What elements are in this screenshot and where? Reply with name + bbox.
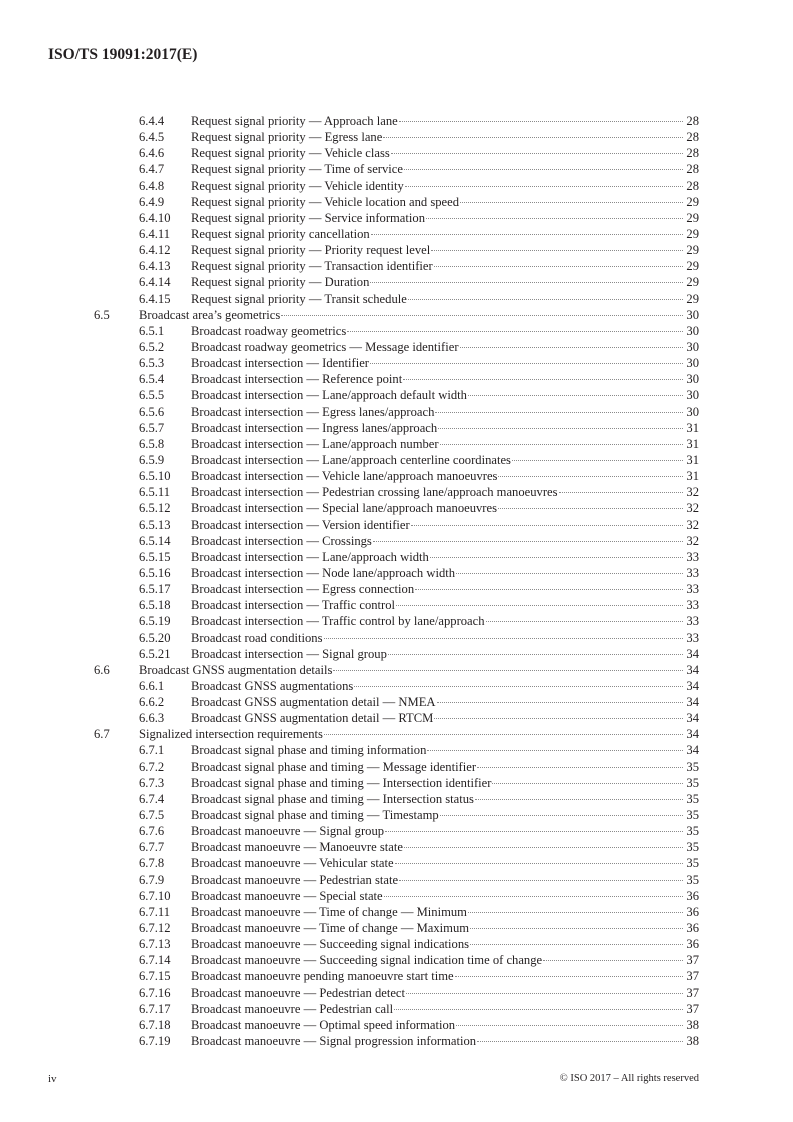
- toc-subsection-entry[interactable]: [94, 355, 699, 371]
- toc-subsection-entry[interactable]: [94, 533, 699, 549]
- toc-entry-page: 37: [686, 969, 699, 984]
- toc-entry-title: Request signal priority — Vehicle location and speed: [191, 194, 460, 209]
- dot-leader: [468, 912, 683, 913]
- dot-leader: [406, 993, 683, 994]
- toc-subsection-entry[interactable]: [94, 791, 699, 807]
- toc-subsection-entry[interactable]: [94, 565, 699, 581]
- toc-entry-title: Broadcast intersection — Egress connection: [191, 582, 415, 597]
- dot-leader: [408, 299, 683, 300]
- toc-entry-page: 37: [686, 985, 699, 1000]
- dot-leader: [427, 750, 683, 751]
- toc-entry-number: 6.5.3: [139, 356, 165, 371]
- toc-entry-number: 6.5.5: [139, 388, 165, 403]
- document-id-header: ISO/TS 19091:2017(E): [48, 46, 198, 63]
- dot-leader: [403, 379, 683, 380]
- toc-entry-number: 6.5: [94, 307, 110, 322]
- toc-entry-title: Broadcast manoeuvre — Special state: [191, 888, 383, 903]
- toc-entry-title: Broadcast intersection — Traffic control by lane/approach: [191, 614, 485, 629]
- toc-entry-number: 6.7.4: [139, 791, 165, 806]
- toc-entry-page: 37: [686, 1001, 699, 1016]
- toc-entry-page: 34: [686, 646, 699, 661]
- dot-leader: [415, 589, 683, 590]
- toc-subsection-entry[interactable]: [94, 226, 699, 242]
- toc-subsection-entry[interactable]: [94, 823, 699, 839]
- dot-leader: [543, 960, 683, 961]
- toc-subsection-entry[interactable]: [94, 872, 699, 888]
- toc-entry-page: 30: [686, 388, 699, 403]
- toc-subsection-entry[interactable]: [94, 904, 699, 920]
- dot-leader: [388, 654, 683, 655]
- toc-entry-number: 6.4.12: [139, 243, 171, 258]
- dot-leader: [370, 363, 683, 364]
- toc-entry-page: 28: [686, 146, 699, 161]
- toc-entry-page: 34: [686, 678, 699, 693]
- toc-entry-page: 31: [686, 420, 699, 435]
- toc-entry-title: Broadcast intersection — Vehicle lane/approach manoeuvres: [191, 469, 498, 484]
- toc-subsection-entry[interactable]: [94, 274, 699, 290]
- toc-entry-number: 6.5.11: [139, 485, 171, 500]
- toc-entry-number: 6.5.12: [139, 501, 171, 516]
- toc-entry-title: Broadcast intersection — Lane/approach width: [191, 549, 429, 564]
- toc-entry-number: 6.6.3: [139, 711, 165, 726]
- toc-subsection-entry[interactable]: [94, 936, 699, 952]
- toc-subsection-entry[interactable]: [94, 436, 699, 452]
- toc-entry-number: 6.5.9: [139, 452, 165, 467]
- toc-entry-title: Broadcast intersection — Traffic control: [191, 598, 396, 613]
- toc-entry-number: 6.7.8: [139, 856, 165, 871]
- toc-entry-page: 35: [686, 872, 699, 887]
- toc-subsection-entry[interactable]: [94, 968, 699, 984]
- toc-subsection-entry[interactable]: [94, 129, 699, 145]
- toc-entry-title: Request signal priority — Egress lane: [191, 130, 383, 145]
- dot-leader: [431, 250, 683, 251]
- toc-entry-number: 6.7.10: [139, 888, 171, 903]
- toc-entry-page: 29: [686, 194, 699, 209]
- toc-subsection-entry[interactable]: [94, 549, 699, 565]
- dot-leader: [394, 1009, 683, 1010]
- dot-leader: [455, 976, 683, 977]
- toc-entry-page: 30: [686, 404, 699, 419]
- toc-entry-page: 28: [686, 130, 699, 145]
- toc-subsection-entry[interactable]: [94, 920, 699, 936]
- toc-entry-number: 6.5.2: [139, 339, 165, 354]
- toc-subsection-entry[interactable]: [94, 839, 699, 855]
- toc-subsection-entry[interactable]: [94, 775, 699, 791]
- toc-entry-page: 30: [686, 372, 699, 387]
- toc-subsection-entry[interactable]: [94, 613, 699, 629]
- toc-subsection-entry[interactable]: [94, 210, 699, 226]
- toc-entry-number: 6.6: [94, 662, 110, 677]
- dot-leader: [385, 831, 683, 832]
- toc-subsection-entry[interactable]: [94, 1033, 699, 1049]
- toc-entry-page: 36: [686, 904, 699, 919]
- toc-subsection-entry[interactable]: [94, 581, 699, 597]
- dot-leader: [324, 734, 683, 735]
- toc-entry-page: 38: [686, 1017, 699, 1032]
- toc-entry-page: 34: [686, 695, 699, 710]
- toc-entry-title: Broadcast intersection — Lane/approach number: [191, 436, 439, 451]
- toc-entry-page: 29: [686, 275, 699, 290]
- toc-subsection-entry[interactable]: [94, 807, 699, 823]
- toc-entry-title: Broadcast GNSS augmentation detail — NMEA: [191, 695, 436, 710]
- toc-subsection-entry[interactable]: [94, 759, 699, 775]
- toc-entry-title: Broadcast manoeuvre — Optimal speed information: [191, 1017, 456, 1032]
- dot-leader: [396, 605, 683, 606]
- toc-entry-number: 6.5.20: [139, 630, 171, 645]
- toc-entry-page: 29: [686, 291, 699, 306]
- toc-entry-number: 6.6.2: [139, 695, 165, 710]
- toc-entry-page: 28: [686, 162, 699, 177]
- toc-entry-title: Broadcast manoeuvre — Pedestrian detect: [191, 985, 406, 1000]
- toc-subsection-entry[interactable]: [94, 291, 699, 307]
- toc-entry-page: 33: [686, 630, 699, 645]
- dot-leader: [435, 412, 683, 413]
- toc-entry-title: Broadcast manoeuvre — Signal group: [191, 824, 385, 839]
- toc-subsection-entry[interactable]: [94, 420, 699, 436]
- toc-entry-page: 34: [686, 662, 699, 677]
- dot-leader: [399, 880, 683, 881]
- toc-entry-number: 6.7.18: [139, 1017, 171, 1032]
- dot-leader: [437, 702, 684, 703]
- dot-leader: [405, 186, 683, 187]
- toc-entry-title: Broadcast manoeuvre — Pedestrian state: [191, 872, 399, 887]
- dot-leader: [333, 670, 683, 671]
- toc-entry-title: Broadcast intersection — Reference point: [191, 372, 403, 387]
- dot-leader: [440, 815, 683, 816]
- toc-entry-page: 32: [686, 517, 699, 532]
- toc-entry-number: 6.4.6: [139, 146, 165, 161]
- toc-entry-number: 6.5.7: [139, 420, 165, 435]
- toc-entry-page: 31: [686, 436, 699, 451]
- toc-entry-page: 35: [686, 840, 699, 855]
- toc-entry-number: 6.5.1: [139, 323, 165, 338]
- toc-entry-page: 28: [686, 178, 699, 193]
- toc-entry-page: 33: [686, 598, 699, 613]
- dot-leader: [434, 266, 683, 267]
- dot-leader: [411, 525, 683, 526]
- toc-subsection-entry[interactable]: [94, 323, 699, 339]
- dot-leader: [470, 944, 683, 945]
- toc-entry-page: 32: [686, 485, 699, 500]
- toc-subsection-entry[interactable]: [94, 855, 699, 871]
- dot-leader: [460, 202, 683, 203]
- toc-entry-page: 34: [686, 727, 699, 742]
- toc-entry-title: Broadcast roadway geometrics — Message identifier: [191, 339, 459, 354]
- toc-entry-number: 6.7.19: [139, 1034, 171, 1049]
- toc-entry-page: 29: [686, 226, 699, 241]
- dot-leader: [456, 1025, 683, 1026]
- toc-entry-page: 30: [686, 356, 699, 371]
- toc-entry-page: 31: [686, 469, 699, 484]
- toc-entry-page: 30: [686, 323, 699, 338]
- toc-entry-page: 36: [686, 937, 699, 952]
- toc-section-entry[interactable]: [94, 307, 699, 323]
- page-number: iv: [48, 1073, 57, 1085]
- toc-entry-page: 35: [686, 759, 699, 774]
- toc-entry-number: 6.4.8: [139, 178, 165, 193]
- toc-entry-page: 33: [686, 565, 699, 580]
- toc-entry-number: 6.5.16: [139, 565, 171, 580]
- toc-entry-number: 6.7.1: [139, 743, 165, 758]
- toc-entry-number: 6.5.17: [139, 582, 171, 597]
- toc-entry-title: Broadcast signal phase and timing information: [191, 743, 427, 758]
- toc-entry-title: Broadcast intersection — Pedestrian crossing lane/approach manoeuvres: [191, 485, 558, 500]
- toc-entry-title: Broadcast road conditions: [191, 630, 323, 645]
- toc-entry-title: Broadcast manoeuvre — Time of change — Minimum: [191, 904, 467, 919]
- toc-subsection-entry[interactable]: [94, 404, 699, 420]
- dot-leader: [498, 508, 683, 509]
- dot-leader: [475, 799, 683, 800]
- toc-subsection-entry[interactable]: [94, 710, 699, 726]
- toc-entry-number: 6.7.17: [139, 1001, 171, 1016]
- toc-entry-title: Broadcast intersection — Signal group: [191, 646, 387, 661]
- toc-entry-title: Broadcast manoeuvre — Pedestrian call: [191, 1001, 394, 1016]
- dot-leader: [354, 686, 683, 687]
- toc-entry-number: 6.7.5: [139, 808, 165, 823]
- toc-entry-title: Broadcast manoeuvre pending manoeuvre start time: [191, 969, 454, 984]
- toc-entry-page: 36: [686, 921, 699, 936]
- toc-entry-page: 34: [686, 711, 699, 726]
- dot-leader: [460, 347, 683, 348]
- toc-entry-page: 35: [686, 824, 699, 839]
- toc-entry-number: 6.7.6: [139, 824, 165, 839]
- toc-entry-title: Request signal priority — Priority request level: [191, 243, 431, 258]
- toc-subsection-entry[interactable]: [94, 985, 699, 1001]
- toc-entry-number: 6.5.21: [139, 646, 171, 661]
- dot-leader: [399, 121, 683, 122]
- dot-leader: [498, 476, 683, 477]
- toc-entry-page: 33: [686, 549, 699, 564]
- dot-leader: [470, 928, 683, 929]
- toc-subsection-entry[interactable]: [94, 517, 699, 533]
- toc-entry-page: 29: [686, 243, 699, 258]
- toc-entry-page: 33: [686, 614, 699, 629]
- toc-subsection-entry[interactable]: [94, 1017, 699, 1033]
- toc-entry-number: 6.7.9: [139, 872, 165, 887]
- toc-entry-number: 6.4.4: [139, 114, 165, 128]
- dot-leader: [486, 621, 683, 622]
- toc-entry-number: 6.5.14: [139, 533, 171, 548]
- toc-entry-number: 6.5.18: [139, 598, 171, 613]
- toc-entry-number: 6.7.14: [139, 953, 171, 968]
- toc-entry-number: 6.4.7: [139, 162, 165, 177]
- toc-entry-number: 6.5.13: [139, 517, 171, 532]
- toc-entry-number: 6.7.7: [139, 840, 165, 855]
- toc-entry-title: Signalized intersection requirements: [139, 727, 323, 742]
- toc-entry-title: Broadcast intersection — Lane/approach centerline coordinates: [191, 452, 511, 467]
- toc-entry-title: Broadcast intersection — Lane/approach default width: [191, 388, 467, 403]
- toc-entry-title: Request signal priority cancellation: [191, 226, 370, 241]
- dot-leader: [281, 315, 683, 316]
- dot-leader: [383, 137, 683, 138]
- toc-subsection-entry[interactable]: [94, 178, 699, 194]
- toc-entry-number: 6.6.1: [139, 678, 165, 693]
- toc-subsection-entry[interactable]: [94, 742, 699, 758]
- dot-leader: [477, 1041, 683, 1042]
- toc-entry-number: 6.4.9: [139, 194, 165, 209]
- toc-subsection-entry[interactable]: [94, 113, 699, 129]
- toc-entry-number: 6.7.11: [139, 904, 171, 919]
- toc-entry-number: 6.4.5: [139, 130, 165, 145]
- toc-entry-page: 30: [686, 339, 699, 354]
- toc-entry-page: 33: [686, 582, 699, 597]
- toc-entry-title: Broadcast area’s geometrics: [139, 307, 281, 322]
- toc-entry-page: 35: [686, 856, 699, 871]
- dot-leader: [347, 331, 683, 332]
- dot-leader: [440, 444, 683, 445]
- dot-leader: [404, 847, 683, 848]
- dot-leader: [395, 863, 683, 864]
- toc-subsection-entry[interactable]: [94, 258, 699, 274]
- dot-leader: [456, 573, 683, 574]
- dot-leader: [477, 767, 683, 768]
- toc-entry-title: Broadcast GNSS augmentations: [191, 678, 354, 693]
- toc-entry-page: 32: [686, 533, 699, 548]
- toc-entry-title: Broadcast intersection — Node lane/approach width: [191, 565, 456, 580]
- table-of-contents: [94, 113, 699, 1049]
- toc-entry-title: Broadcast GNSS augmentation detail — RTCM: [191, 711, 434, 726]
- toc-entry-page: 28: [686, 114, 699, 128]
- toc-subsection-entry[interactable]: [94, 678, 699, 694]
- toc-subsection-entry[interactable]: [94, 484, 699, 500]
- toc-subsection-entry[interactable]: [94, 888, 699, 904]
- toc-entry-title: Broadcast intersection — Egress lanes/approach: [191, 404, 435, 419]
- toc-entry-number: 6.5.15: [139, 549, 171, 564]
- toc-entry-number: 6.4.15: [139, 291, 171, 306]
- dot-leader: [391, 153, 683, 154]
- toc-entry-number: 6.4.14: [139, 275, 171, 290]
- toc-entry-title: Broadcast intersection — Crossings: [191, 533, 372, 548]
- toc-entry-title: Request signal priority — Time of service: [191, 162, 403, 177]
- toc-subsection-entry[interactable]: [94, 468, 699, 484]
- dot-leader: [370, 282, 683, 283]
- toc-entry-page: 32: [686, 501, 699, 516]
- toc-entry-title: Request signal priority — Vehicle identity: [191, 178, 404, 193]
- toc-entry-title: Broadcast manoeuvre — Succeeding signal indications: [191, 937, 470, 952]
- dot-leader: [371, 234, 683, 235]
- toc-entry-page: 35: [686, 791, 699, 806]
- dot-leader: [430, 557, 683, 558]
- toc-entry-number: 6.7.15: [139, 969, 171, 984]
- toc-subsection-entry[interactable]: [94, 242, 699, 258]
- toc-subsection-entry[interactable]: [94, 500, 699, 516]
- dot-leader: [438, 428, 683, 429]
- toc-subsection-entry[interactable]: [94, 145, 699, 161]
- toc-entry-number: 6.4.10: [139, 210, 171, 225]
- toc-entry-title: Broadcast manoeuvre — Vehicular state: [191, 856, 394, 871]
- toc-subsection-entry[interactable]: [94, 194, 699, 210]
- toc-entry-page: 31: [686, 452, 699, 467]
- toc-entry-title: Broadcast manoeuvre — Manoeuvre state: [191, 840, 403, 855]
- toc-entry-title: Request signal priority — Vehicle class: [191, 146, 390, 161]
- toc-entry-title: Broadcast intersection — Special lane/approach manoeuvres: [191, 501, 497, 516]
- toc-entry-page: 30: [686, 307, 699, 322]
- dot-leader: [512, 460, 683, 461]
- toc-entry-title: Broadcast intersection — Version identifier: [191, 517, 410, 532]
- toc-entry-page: 37: [686, 953, 699, 968]
- toc-entry-number: 6.7.2: [139, 759, 165, 774]
- toc-entry-number: 6.7.3: [139, 775, 165, 790]
- toc-entry-title: Broadcast manoeuvre — Succeeding signal indication time of change: [191, 953, 543, 968]
- toc-subsection-entry[interactable]: [94, 371, 699, 387]
- dot-leader: [384, 896, 683, 897]
- toc-entry-number: 6.5.4: [139, 372, 165, 387]
- toc-entry-page: 34: [686, 743, 699, 758]
- toc-subsection-entry[interactable]: [94, 646, 699, 662]
- toc-subsection-entry[interactable]: [94, 694, 699, 710]
- toc-subsection-entry[interactable]: [94, 339, 699, 355]
- toc-subsection-entry[interactable]: [94, 452, 699, 468]
- toc-entry-title: Broadcast intersection — Identifier: [191, 356, 369, 371]
- dot-leader: [468, 395, 683, 396]
- toc-entry-page: 29: [686, 210, 699, 225]
- dot-leader: [559, 492, 684, 493]
- toc-subsection-entry[interactable]: [94, 630, 699, 646]
- toc-subsection-entry[interactable]: [94, 1001, 699, 1017]
- toc-entry-page: 36: [686, 888, 699, 903]
- toc-section-entry[interactable]: [94, 726, 699, 742]
- toc-subsection-entry[interactable]: [94, 387, 699, 403]
- toc-entry-title: Broadcast GNSS augmentation details: [139, 662, 333, 677]
- toc-entry-title: Request signal priority — Service information: [191, 210, 425, 225]
- toc-entry-number: 6.5.8: [139, 436, 165, 451]
- toc-entry-page: 29: [686, 259, 699, 274]
- toc-entry-title: Broadcast signal phase and timing — Intersection status: [191, 791, 474, 806]
- toc-entry-title: Broadcast intersection — Ingress lanes/approach: [191, 420, 438, 435]
- dot-leader: [373, 541, 683, 542]
- toc-entry-title: Request signal priority — Approach lane: [191, 114, 398, 128]
- toc-entry-page: 35: [686, 808, 699, 823]
- toc-entry-number: 6.7: [94, 727, 110, 742]
- toc-entry-number: 6.4.11: [139, 226, 171, 241]
- toc-entry-title: Broadcast manoeuvre — Time of change — Maximum: [191, 921, 470, 936]
- dot-leader: [492, 783, 683, 784]
- toc-entry-number: 6.5.10: [139, 469, 171, 484]
- toc-entry-page: 38: [686, 1034, 699, 1049]
- copyright-notice: © ISO 2017 – All rights reserved: [559, 1073, 699, 1084]
- toc-entry-title: Request signal priority — Transit schedule: [191, 291, 407, 306]
- toc-section-entry[interactable]: [94, 662, 699, 678]
- toc-entry-number: 6.4.13: [139, 259, 171, 274]
- dot-leader: [324, 638, 683, 639]
- toc-entry-title: Broadcast signal phase and timing — Timestamp: [191, 808, 439, 823]
- toc-subsection-entry[interactable]: [94, 952, 699, 968]
- toc-subsection-entry[interactable]: [94, 161, 699, 177]
- toc-entry-title: Request signal priority — Duration: [191, 275, 370, 290]
- toc-entry-number: 6.5.19: [139, 614, 171, 629]
- toc-entry-number: 6.5.6: [139, 404, 165, 419]
- toc-subsection-entry[interactable]: [94, 597, 699, 613]
- toc-entry-number: 6.7.16: [139, 985, 171, 1000]
- toc-entry-title: Broadcast roadway geometrics: [191, 323, 347, 338]
- dot-leader: [404, 169, 683, 170]
- toc-entry-number: 6.7.13: [139, 937, 171, 952]
- dot-leader: [426, 218, 683, 219]
- toc-entry-title: Broadcast signal phase and timing — Intersection identifier: [191, 775, 492, 790]
- toc-entry-title: Broadcast signal phase and timing — Message identifier: [191, 759, 477, 774]
- toc-entry-number: 6.7.12: [139, 921, 171, 936]
- toc-entry-page: 35: [686, 775, 699, 790]
- toc-entry-title: Request signal priority — Transaction identifier: [191, 259, 433, 274]
- toc-entry-title: Broadcast manoeuvre — Signal progression information: [191, 1034, 477, 1049]
- dot-leader: [434, 718, 683, 719]
